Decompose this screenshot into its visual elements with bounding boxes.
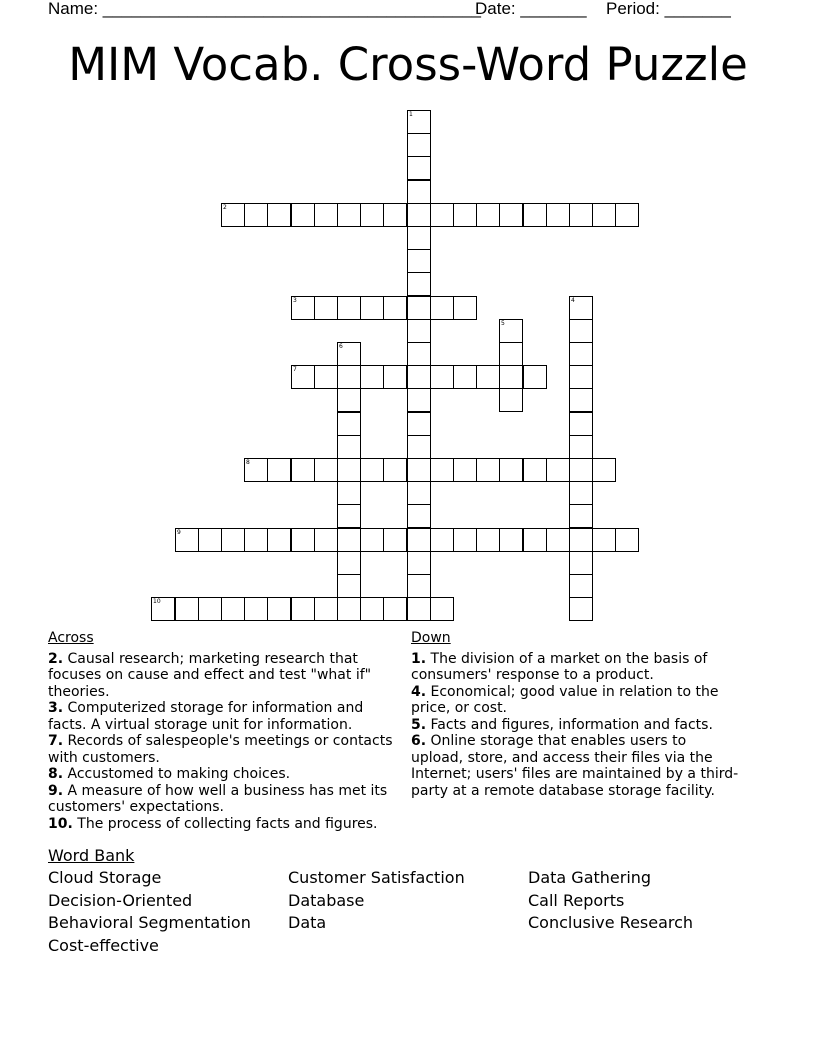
grid-cell[interactable]	[476, 203, 500, 227]
grid-cell[interactable]	[407, 412, 431, 436]
clue-number: 5	[501, 320, 505, 327]
word-bank-item: Conclusive Research	[528, 913, 694, 932]
grid-cell[interactable]	[453, 296, 477, 320]
word-bank-item: Behavioral Segmentation	[48, 913, 251, 932]
grid-cell[interactable]	[314, 203, 338, 227]
grid-cell[interactable]	[569, 435, 593, 459]
clue-number-label: 3.	[48, 700, 64, 716]
grid-cell[interactable]	[546, 528, 570, 552]
clue-text: The division of a market on the basis of consumers' response to a product.	[411, 650, 708, 683]
grid-cell[interactable]	[337, 203, 361, 227]
grid-cell[interactable]	[407, 551, 431, 575]
grid-cell[interactable]	[360, 528, 384, 552]
clue-number-label: 4.	[411, 683, 427, 700]
across-heading: Across	[48, 630, 94, 646]
grid-cell[interactable]	[360, 458, 384, 482]
puzzle-title: MIM Vocab. Cross-Word Puzzle	[68, 38, 748, 91]
clue-text: Accustomed to making choices.	[63, 766, 291, 782]
grid-cell[interactable]	[615, 528, 639, 552]
grid-cell[interactable]	[314, 458, 338, 482]
grid-cell[interactable]	[244, 203, 268, 227]
grid-cell[interactable]	[407, 133, 431, 157]
grid-cell[interactable]	[453, 203, 477, 227]
grid-cell[interactable]	[314, 597, 338, 621]
clue-text: Computerized storage for information and facts. A virtual storage unit for information.	[48, 700, 364, 733]
grid-cell[interactable]	[476, 365, 500, 389]
grid-cell[interactable]	[499, 203, 523, 227]
grid-cell[interactable]	[407, 203, 431, 227]
grid-cell[interactable]	[499, 528, 523, 552]
word-bank-item: Database	[288, 890, 365, 910]
grid-cell[interactable]	[499, 365, 523, 389]
grid-cell[interactable]	[476, 528, 500, 552]
grid-cell[interactable]	[267, 458, 291, 482]
clue-number: 3	[293, 297, 297, 304]
grid-cell[interactable]	[569, 388, 593, 412]
grid-cell[interactable]	[407, 574, 431, 598]
clue-text: A measure of how well a business has met its customers' expectations.	[48, 782, 388, 815]
grid-cell[interactable]	[407, 249, 431, 273]
grid-cell[interactable]	[360, 365, 384, 389]
grid-cell[interactable]	[407, 435, 431, 459]
grid-cell[interactable]	[337, 574, 361, 598]
clue-number-label: 7.	[48, 733, 64, 749]
grid-cell[interactable]	[267, 203, 291, 227]
grid-cell[interactable]	[499, 342, 523, 366]
grid-cell[interactable]	[569, 528, 593, 552]
grid-cell[interactable]	[569, 412, 593, 436]
grid-cell[interactable]	[615, 203, 639, 227]
clue-number: 4	[571, 297, 575, 304]
down-clue	[411, 717, 741, 734]
word-bank-item: Call Reports	[528, 890, 625, 910]
grid-cell[interactable]	[360, 597, 384, 621]
grid-cell[interactable]	[360, 296, 384, 320]
grid-cell[interactable]	[383, 203, 407, 227]
grid-cell[interactable]	[383, 597, 407, 621]
grid-cell[interactable]	[221, 528, 245, 552]
grid-cell[interactable]	[383, 365, 407, 389]
grid-cell[interactable]	[337, 504, 361, 528]
grid-cell[interactable]	[569, 342, 593, 366]
grid-cell[interactable]	[175, 597, 199, 621]
across-clue	[48, 700, 398, 733]
grid-cell[interactable]	[337, 435, 361, 459]
grid-cell[interactable]	[291, 597, 315, 621]
grid-cell[interactable]	[592, 203, 616, 227]
word-bank-item: Cost-effective	[48, 935, 159, 955]
grid-cell[interactable]	[407, 388, 431, 412]
grid-cell[interactable]	[499, 388, 523, 412]
grid-cell[interactable]	[221, 597, 245, 621]
clue-number-label: 8.	[48, 766, 64, 782]
grid-cell[interactable]	[337, 412, 361, 436]
grid-cell[interactable]	[383, 458, 407, 482]
grid-cell[interactable]	[546, 203, 570, 227]
grid-cell[interactable]	[267, 528, 291, 552]
grid-cell[interactable]	[476, 458, 500, 482]
clue-number-label: 2.	[48, 650, 64, 667]
grid-cell[interactable]	[407, 481, 431, 505]
clue-number: 2	[223, 204, 227, 211]
clue-number: 1	[409, 111, 413, 118]
clue-number-label: 10.	[48, 815, 73, 832]
grid-cell[interactable]	[569, 597, 593, 621]
word-bank-title: Word Bank	[48, 846, 135, 865]
grid-cell[interactable]	[523, 528, 547, 552]
down-clue	[411, 684, 741, 717]
clue-text: Records of salespeople's meetings or contacts with customers.	[48, 733, 393, 766]
clue-text: Economical; good value in relation to the price, or cost.	[411, 683, 719, 716]
grid-cell[interactable]	[244, 597, 268, 621]
grid-cell[interactable]	[337, 458, 361, 482]
grid-cell[interactable]	[569, 551, 593, 575]
clue-number: 7	[293, 366, 297, 373]
grid-cell[interactable]	[291, 458, 315, 482]
grid-cell[interactable]	[337, 528, 361, 552]
grid-cell[interactable]	[430, 597, 454, 621]
grid-cell[interactable]	[407, 226, 431, 250]
grid-cell[interactable]	[407, 458, 431, 482]
grid-cell[interactable]	[337, 365, 361, 389]
across-clue	[48, 766, 398, 783]
grid-cell[interactable]	[407, 272, 431, 296]
grid-cell[interactable]	[407, 342, 431, 366]
clue-text: Causal research; marketing research that focuses on cause and effect and test "what if" theories.	[48, 650, 372, 700]
grid-cell[interactable]	[337, 296, 361, 320]
grid-cell[interactable]	[198, 597, 222, 621]
grid-cell[interactable]	[360, 203, 384, 227]
name-field[interactable]: Name: ________________________________________	[48, 0, 481, 18]
clue-number-label: 6.	[411, 733, 427, 749]
grid-cell[interactable]	[314, 365, 338, 389]
grid-cell[interactable]	[407, 180, 431, 204]
grid-cell[interactable]	[592, 458, 616, 482]
clue-number: 8	[246, 459, 250, 466]
grid-cell[interactable]	[407, 319, 431, 343]
grid-cell[interactable]	[569, 481, 593, 505]
grid-cell[interactable]	[569, 458, 593, 482]
grid-cell[interactable]	[499, 458, 523, 482]
grid-cell[interactable]	[569, 203, 593, 227]
clue-number: 9	[177, 529, 181, 536]
grid-cell[interactable]	[407, 156, 431, 180]
down-clue	[411, 651, 741, 684]
across-clue	[48, 816, 398, 833]
grid-cell[interactable]	[569, 574, 593, 598]
grid-cell[interactable]	[383, 528, 407, 552]
across-clue	[48, 651, 398, 701]
grid-cell[interactable]	[267, 597, 291, 621]
period-field[interactable]: Period: _______	[606, 0, 731, 18]
grid-cell[interactable]	[314, 296, 338, 320]
across-clues	[48, 630, 398, 832]
grid-cell[interactable]	[314, 528, 338, 552]
grid-cell[interactable]	[407, 296, 431, 320]
grid-cell[interactable]	[337, 551, 361, 575]
across-clue	[48, 733, 398, 766]
grid-cell[interactable]	[430, 528, 454, 552]
grid-cell[interactable]	[569, 365, 593, 389]
grid-cell[interactable]	[337, 597, 361, 621]
grid-cell[interactable]	[430, 365, 454, 389]
clue-text: Online storage that enables users to upload, store, and access their files via the Internet; users' files are maintained by a third-party at a remote database storage facility.	[411, 733, 739, 799]
grid-cell[interactable]	[430, 458, 454, 482]
grid-cell[interactable]	[198, 528, 222, 552]
grid-cell[interactable]	[546, 458, 570, 482]
grid-cell[interactable]	[453, 458, 477, 482]
grid-cell[interactable]	[430, 203, 454, 227]
grid-cell[interactable]	[430, 296, 454, 320]
down-clues	[411, 630, 741, 799]
clue-number: 10	[153, 598, 161, 605]
grid-cell[interactable]	[407, 365, 431, 389]
grid-cell[interactable]	[407, 504, 431, 528]
grid-cell[interactable]	[453, 365, 477, 389]
word-bank-item: Data	[288, 913, 327, 932]
grid-cell[interactable]	[523, 458, 547, 482]
clue-number: 6	[339, 343, 343, 350]
down-heading: Down	[411, 630, 451, 646]
clue-text: Facts and figures, information and facts.	[426, 716, 713, 733]
across-clue	[48, 783, 398, 816]
word-bank-item: Customer Satisfaction	[288, 868, 465, 887]
grid-cell[interactable]	[291, 528, 315, 552]
grid-cell[interactable]	[407, 597, 431, 621]
grid-cell[interactable]	[569, 319, 593, 343]
clue-text: The process of collecting facts and figures.	[72, 815, 378, 832]
grid-cell[interactable]	[569, 504, 593, 528]
grid-cell[interactable]	[383, 296, 407, 320]
word-bank-item: Data Gathering	[528, 868, 652, 887]
grid-cell[interactable]	[453, 528, 477, 552]
grid-cell[interactable]	[244, 528, 268, 552]
down-clue	[411, 733, 741, 799]
date-field[interactable]: Date: _______	[475, 0, 587, 18]
grid-cell[interactable]	[592, 528, 616, 552]
word-bank-item: Decision-Oriented	[48, 890, 193, 910]
grid-cell[interactable]	[291, 203, 315, 227]
clue-number-label: 5.	[411, 716, 427, 733]
grid-cell[interactable]	[407, 528, 431, 552]
grid-cell[interactable]	[337, 388, 361, 412]
word-bank-item: Cloud Storage	[48, 868, 162, 887]
grid-cell[interactable]	[337, 481, 361, 505]
clue-number-label: 9.	[48, 782, 64, 799]
grid-cell[interactable]	[523, 203, 547, 227]
grid-cell[interactable]	[523, 365, 547, 389]
clue-number-label: 1.	[411, 650, 427, 667]
